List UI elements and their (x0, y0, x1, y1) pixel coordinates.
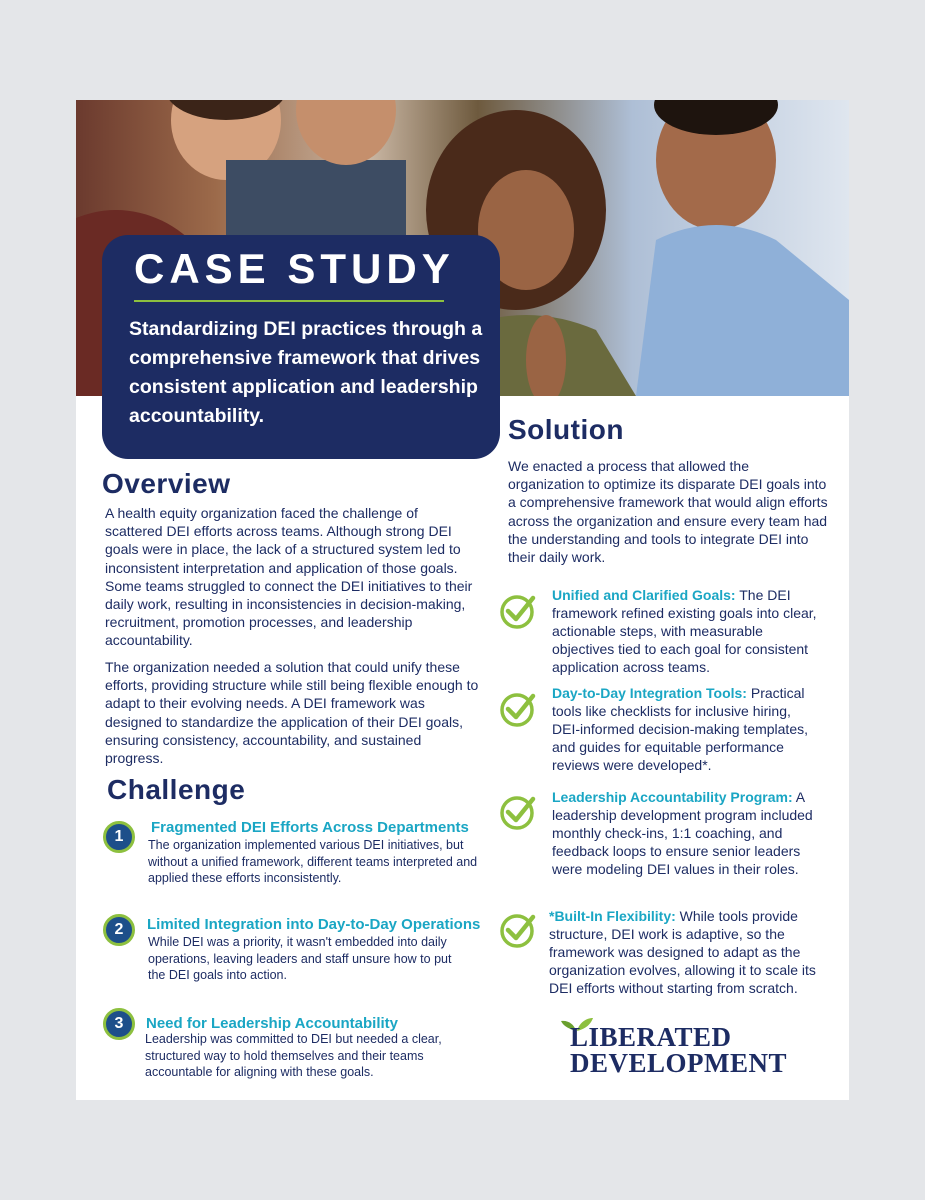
challenge-2-text: While DEI was a priority, it wasn't embedded into daily operations, leaving leaders and staff unsure how to put the DEI goals into action. (148, 935, 452, 982)
case-study-label: CASE STUDY (134, 245, 455, 292)
challenge-3-title: Need for Leadership Accountability (146, 1015, 398, 1032)
solution-item-3-text: A leadership development program included monthly check-ins, 1:1 coaching, and feedback loops to ensure senior leaders were modeling DEI values in their roles. (552, 789, 813, 877)
solution-item-2 (552, 684, 822, 774)
challenge-1-text: The organization implemented various DEI initiatives, but without a unified framework, different teams interpreted and applied these efforts inconsistently. (148, 838, 478, 885)
challenge-number-3-badge: 3 (103, 1008, 135, 1040)
overview-paragraph-1: A health equity organization faced the challenge of scattered DEI efforts across teams. Although strong DEI goals were in place, the lack of a structured system led to inconsistent interpretation and application of those goals. Some teams struggled to connect the DEI initiatives to their daily work, resulting in inconsistencies in decision-making, recruitment, promotion processes, and leadership accountability. (105, 505, 473, 649)
challenge-2-title: Limited Integration into Day-to-Day Operations (147, 916, 481, 933)
case-study-page (76, 100, 849, 1100)
solution-item-1-text: The DEI framework refined existing goals into clear, actionable steps, with measurable objectives tied to each goal for consistent application across teams. (552, 587, 817, 675)
overview-paragraph-2: The organization needed a solution that could unify these efforts, providing structure while still being flexible enough to adapt to their evolving needs. A DEI framework was designed to standardize the application of their DEI goals, ensuring consistency, accountability, and sustained progress. (105, 659, 479, 767)
case-study-title-card (102, 235, 500, 459)
solution-item-1-label: Unified and Clarified Goals: (552, 587, 736, 603)
check-circle-icon (499, 911, 537, 949)
solution-item-2-text: Practical tools like checklists for inclusive hiring, DEI-informed decision-making templates, and guides for equitable performance reviews were developed*. (552, 685, 808, 773)
solution-item-4 (549, 907, 824, 997)
title-divider (134, 300, 444, 302)
overview-heading: Overview (102, 468, 231, 499)
solution-item-3 (552, 788, 822, 878)
solution-item-2-label: Day-to-Day Integration Tools: (552, 685, 747, 701)
logo-line-1: LIBERATED (570, 1022, 732, 1052)
challenge-heading: Challenge (107, 774, 246, 805)
challenge-1-title: Fragmented DEI Efforts Across Departments (151, 819, 469, 836)
solution-intro: We enacted a process that allowed the organization to optimize its disparate DEI goals into a comprehensive framework that would align efforts across the organization and ensure every team had the understanding and tools to integrate DEI into their daily work. (508, 458, 828, 566)
solution-item-4-label: *Built-In Flexibility: (549, 908, 676, 924)
check-circle-icon (499, 793, 537, 831)
challenge-3-text: Leadership was committed to DEI but needed a clear, structured way to hold themselves and their teams accountable for aligning with these goals. (145, 1032, 442, 1079)
check-circle-icon (499, 690, 537, 728)
challenge-number-1-badge: 1 (103, 821, 135, 853)
challenge-number-2-badge: 2 (103, 914, 135, 946)
logo-line-2: DEVELOPMENT (570, 1048, 788, 1078)
solution-heading: Solution (508, 414, 624, 445)
check-circle-icon (499, 592, 537, 630)
solution-item-4-text: While tools provide structure, DEI work is adaptive, so the framework was designed to adapt as the organization evolves, allowing it to scale its DEI efforts without starting from scratch. (549, 908, 816, 996)
solution-item-3-label: Leadership Accountability Program: (552, 789, 793, 805)
solution-item-1 (552, 586, 822, 676)
case-study-subtitle: Standardizing DEI practices through a comprehensive framework that drives consistent application and leadership accountability. (129, 318, 483, 427)
